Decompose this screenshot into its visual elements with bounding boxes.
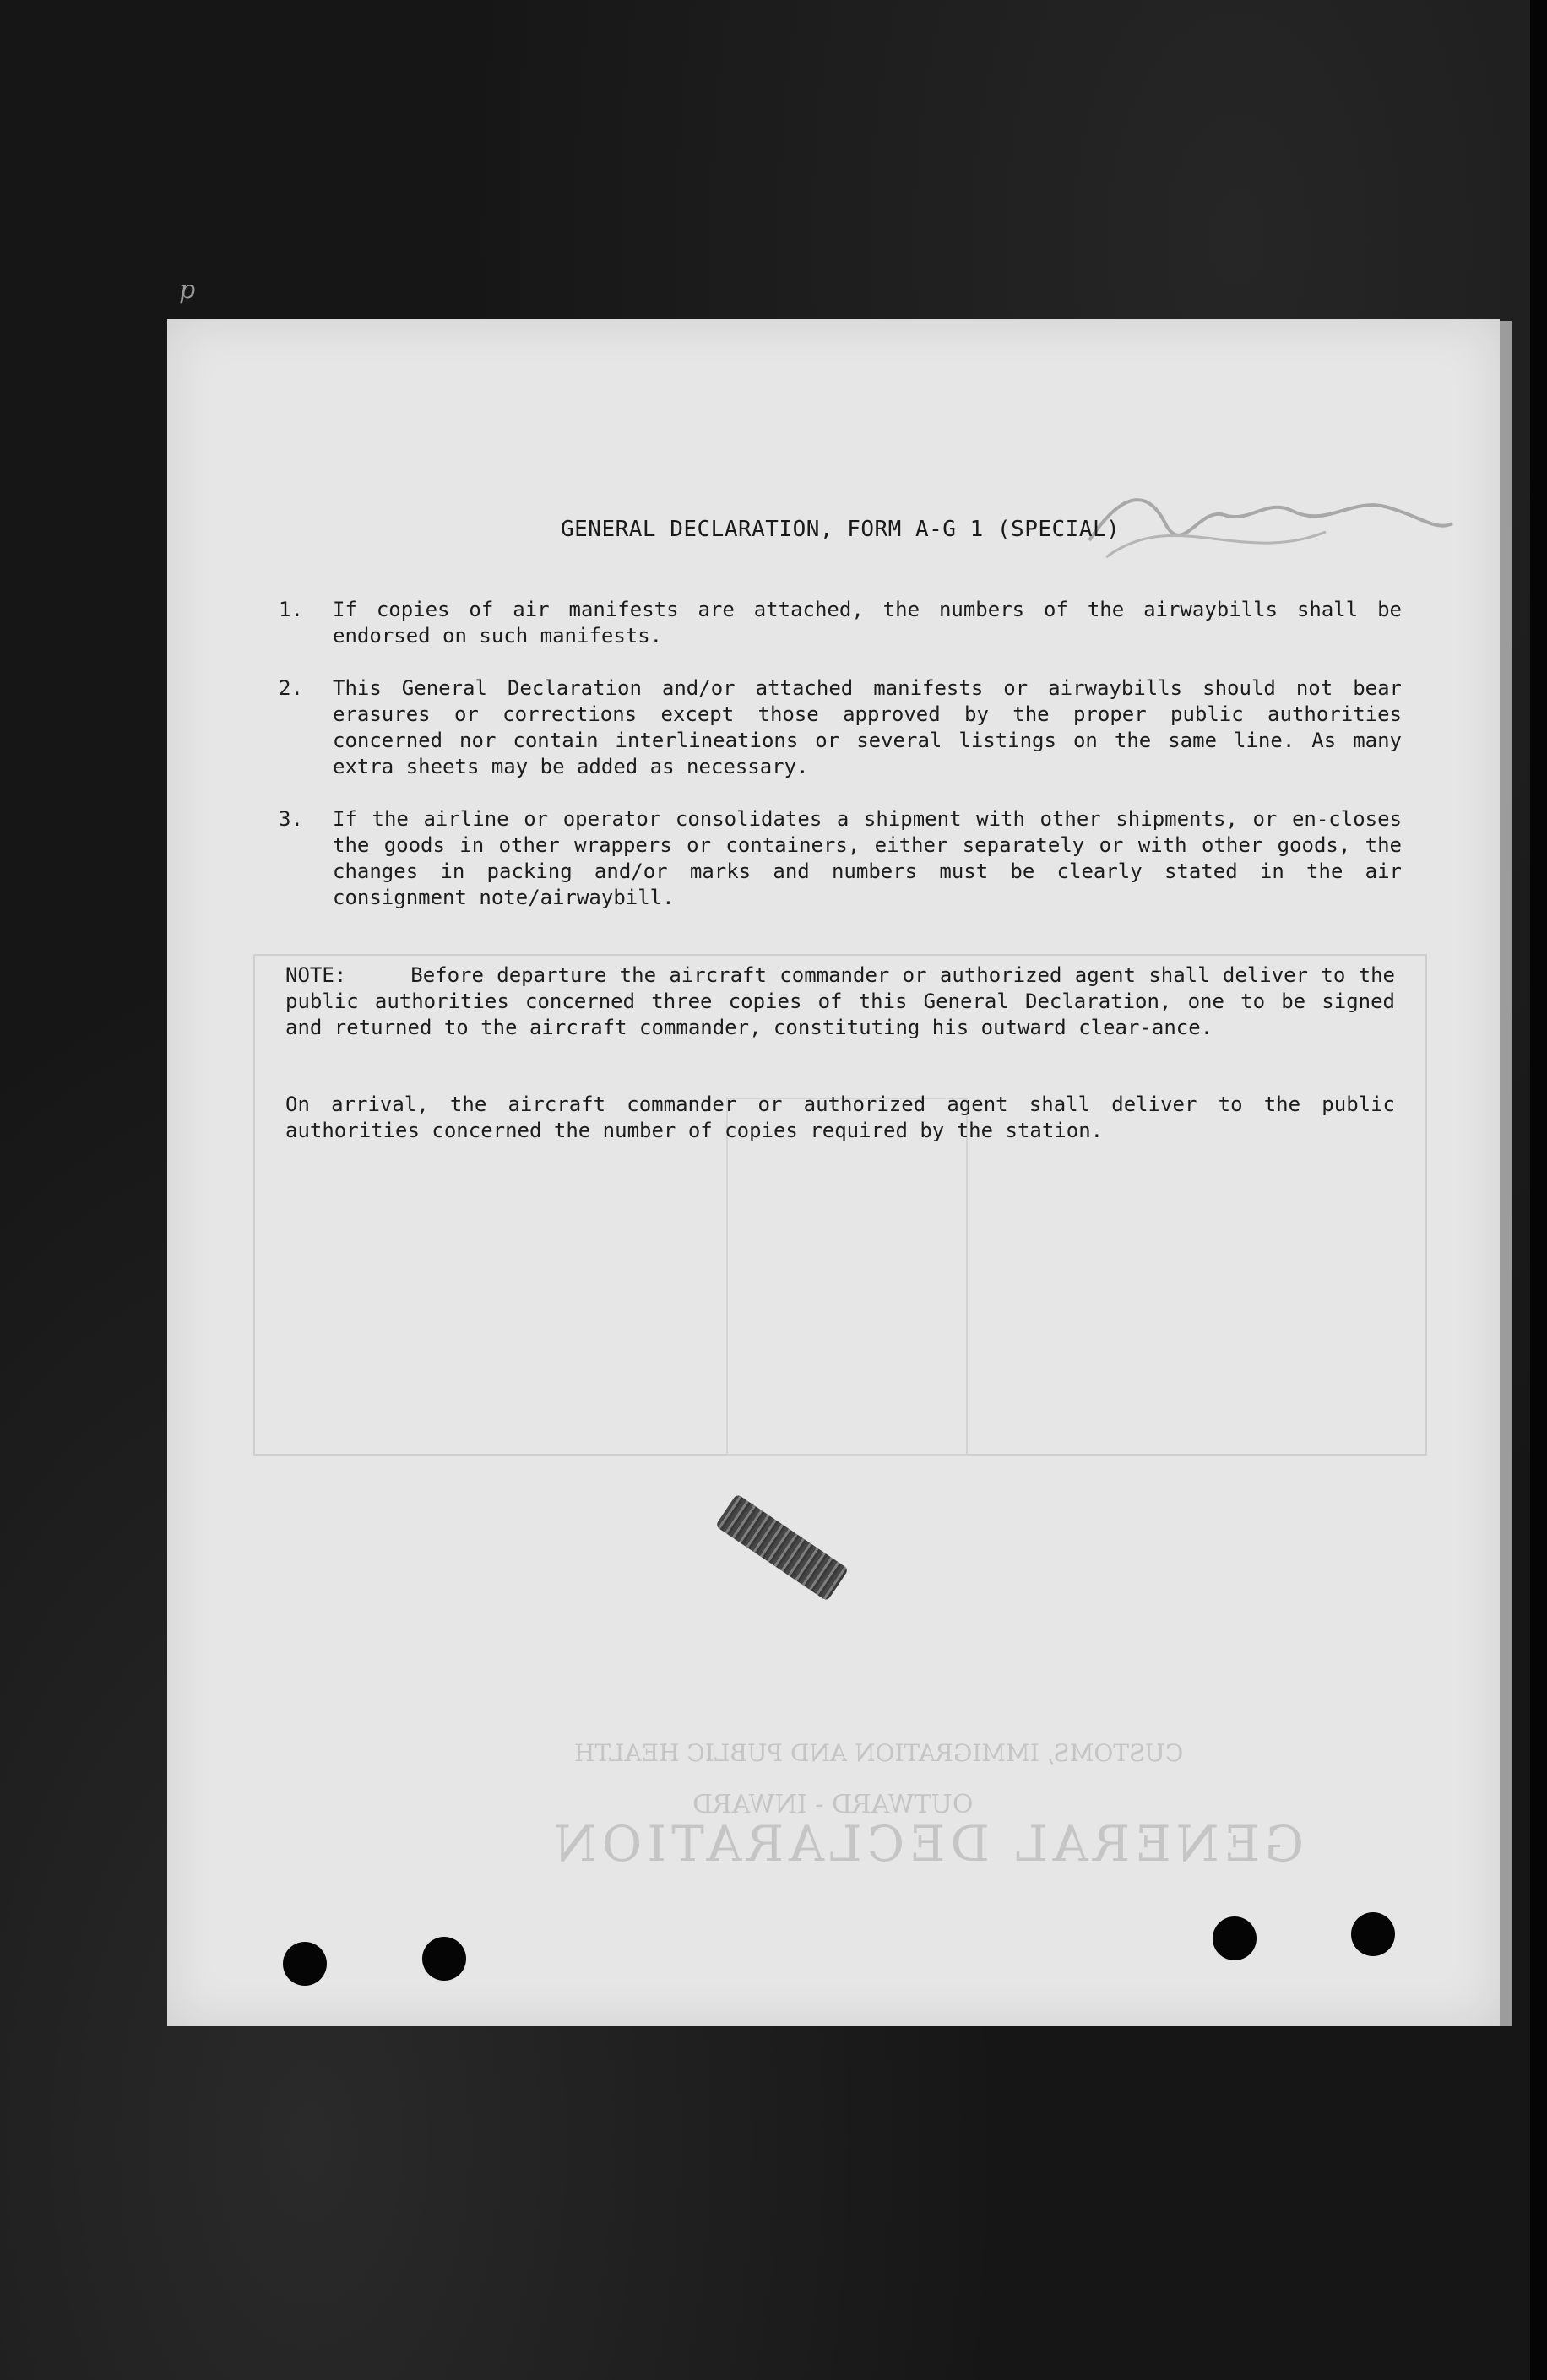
bleed-through-heading: GENERAL DECLARATION (549, 1815, 1305, 1873)
bleed-through-subheading: OUTWARD - INWARD (692, 1790, 974, 1819)
page-mark: p (179, 275, 196, 305)
bleed-through-line: CUSTOMS, IMMIGRATION AND PUBLIC HEALTH (574, 1739, 1184, 1767)
scan-frame-edge (1530, 0, 1547, 2380)
item-text: If the airline or operator consolidates a shipment with other shipments, or en-closes the goods in other wrappers or containers, either separately or with other goods, the changes in packing and/or marks and numbers must be clearly stated in the air consignment note/airwaybill. (333, 807, 1402, 909)
note-label: NOTE: (285, 963, 347, 987)
instruction-item (279, 597, 1402, 649)
instruction-item (279, 675, 1402, 780)
item-text: If copies of air manifests are attached, the numbers of the airwaybills shall be endorsed on such manifests. (333, 598, 1402, 648)
instruction-item (279, 806, 1402, 911)
item-number: 1. (279, 598, 303, 621)
signature-mark (1072, 473, 1461, 574)
paper-edge-shadow (1500, 321, 1512, 2026)
arrival-paragraph: On arrival, the aircraft commander or authorized agent shall deliver to the public authorities concerned the number of copies required by the station. (285, 1092, 1395, 1142)
note-paragraph (285, 962, 1395, 1041)
punch-hole (422, 1937, 466, 1981)
form-title: GENERAL DECLARATION, FORM A-G 1 (SPECIAL) (561, 517, 1121, 542)
punch-hole (283, 1942, 327, 1986)
bleed-through-table-column (726, 1098, 968, 1456)
item-number: 2. (279, 676, 303, 700)
punch-hole (1213, 1916, 1257, 1960)
note-text: Before departure the aircraft commander or authorized agent shall deliver to the public authorities concerned three copies of this General Declaration, one to be signed and returned to the aircraft commander, constituting his outward clear-ance. (285, 963, 1395, 1039)
punch-hole (1351, 1912, 1395, 1956)
item-number: 3. (279, 807, 303, 831)
item-text: This General Declaration and/or attached manifests or airwaybills should not bear erasures or corrections except those approved by the proper public authorities concerned nor contain interlineations or several listings on the same line. As many extra sheets may be added as necessary. (333, 676, 1402, 778)
